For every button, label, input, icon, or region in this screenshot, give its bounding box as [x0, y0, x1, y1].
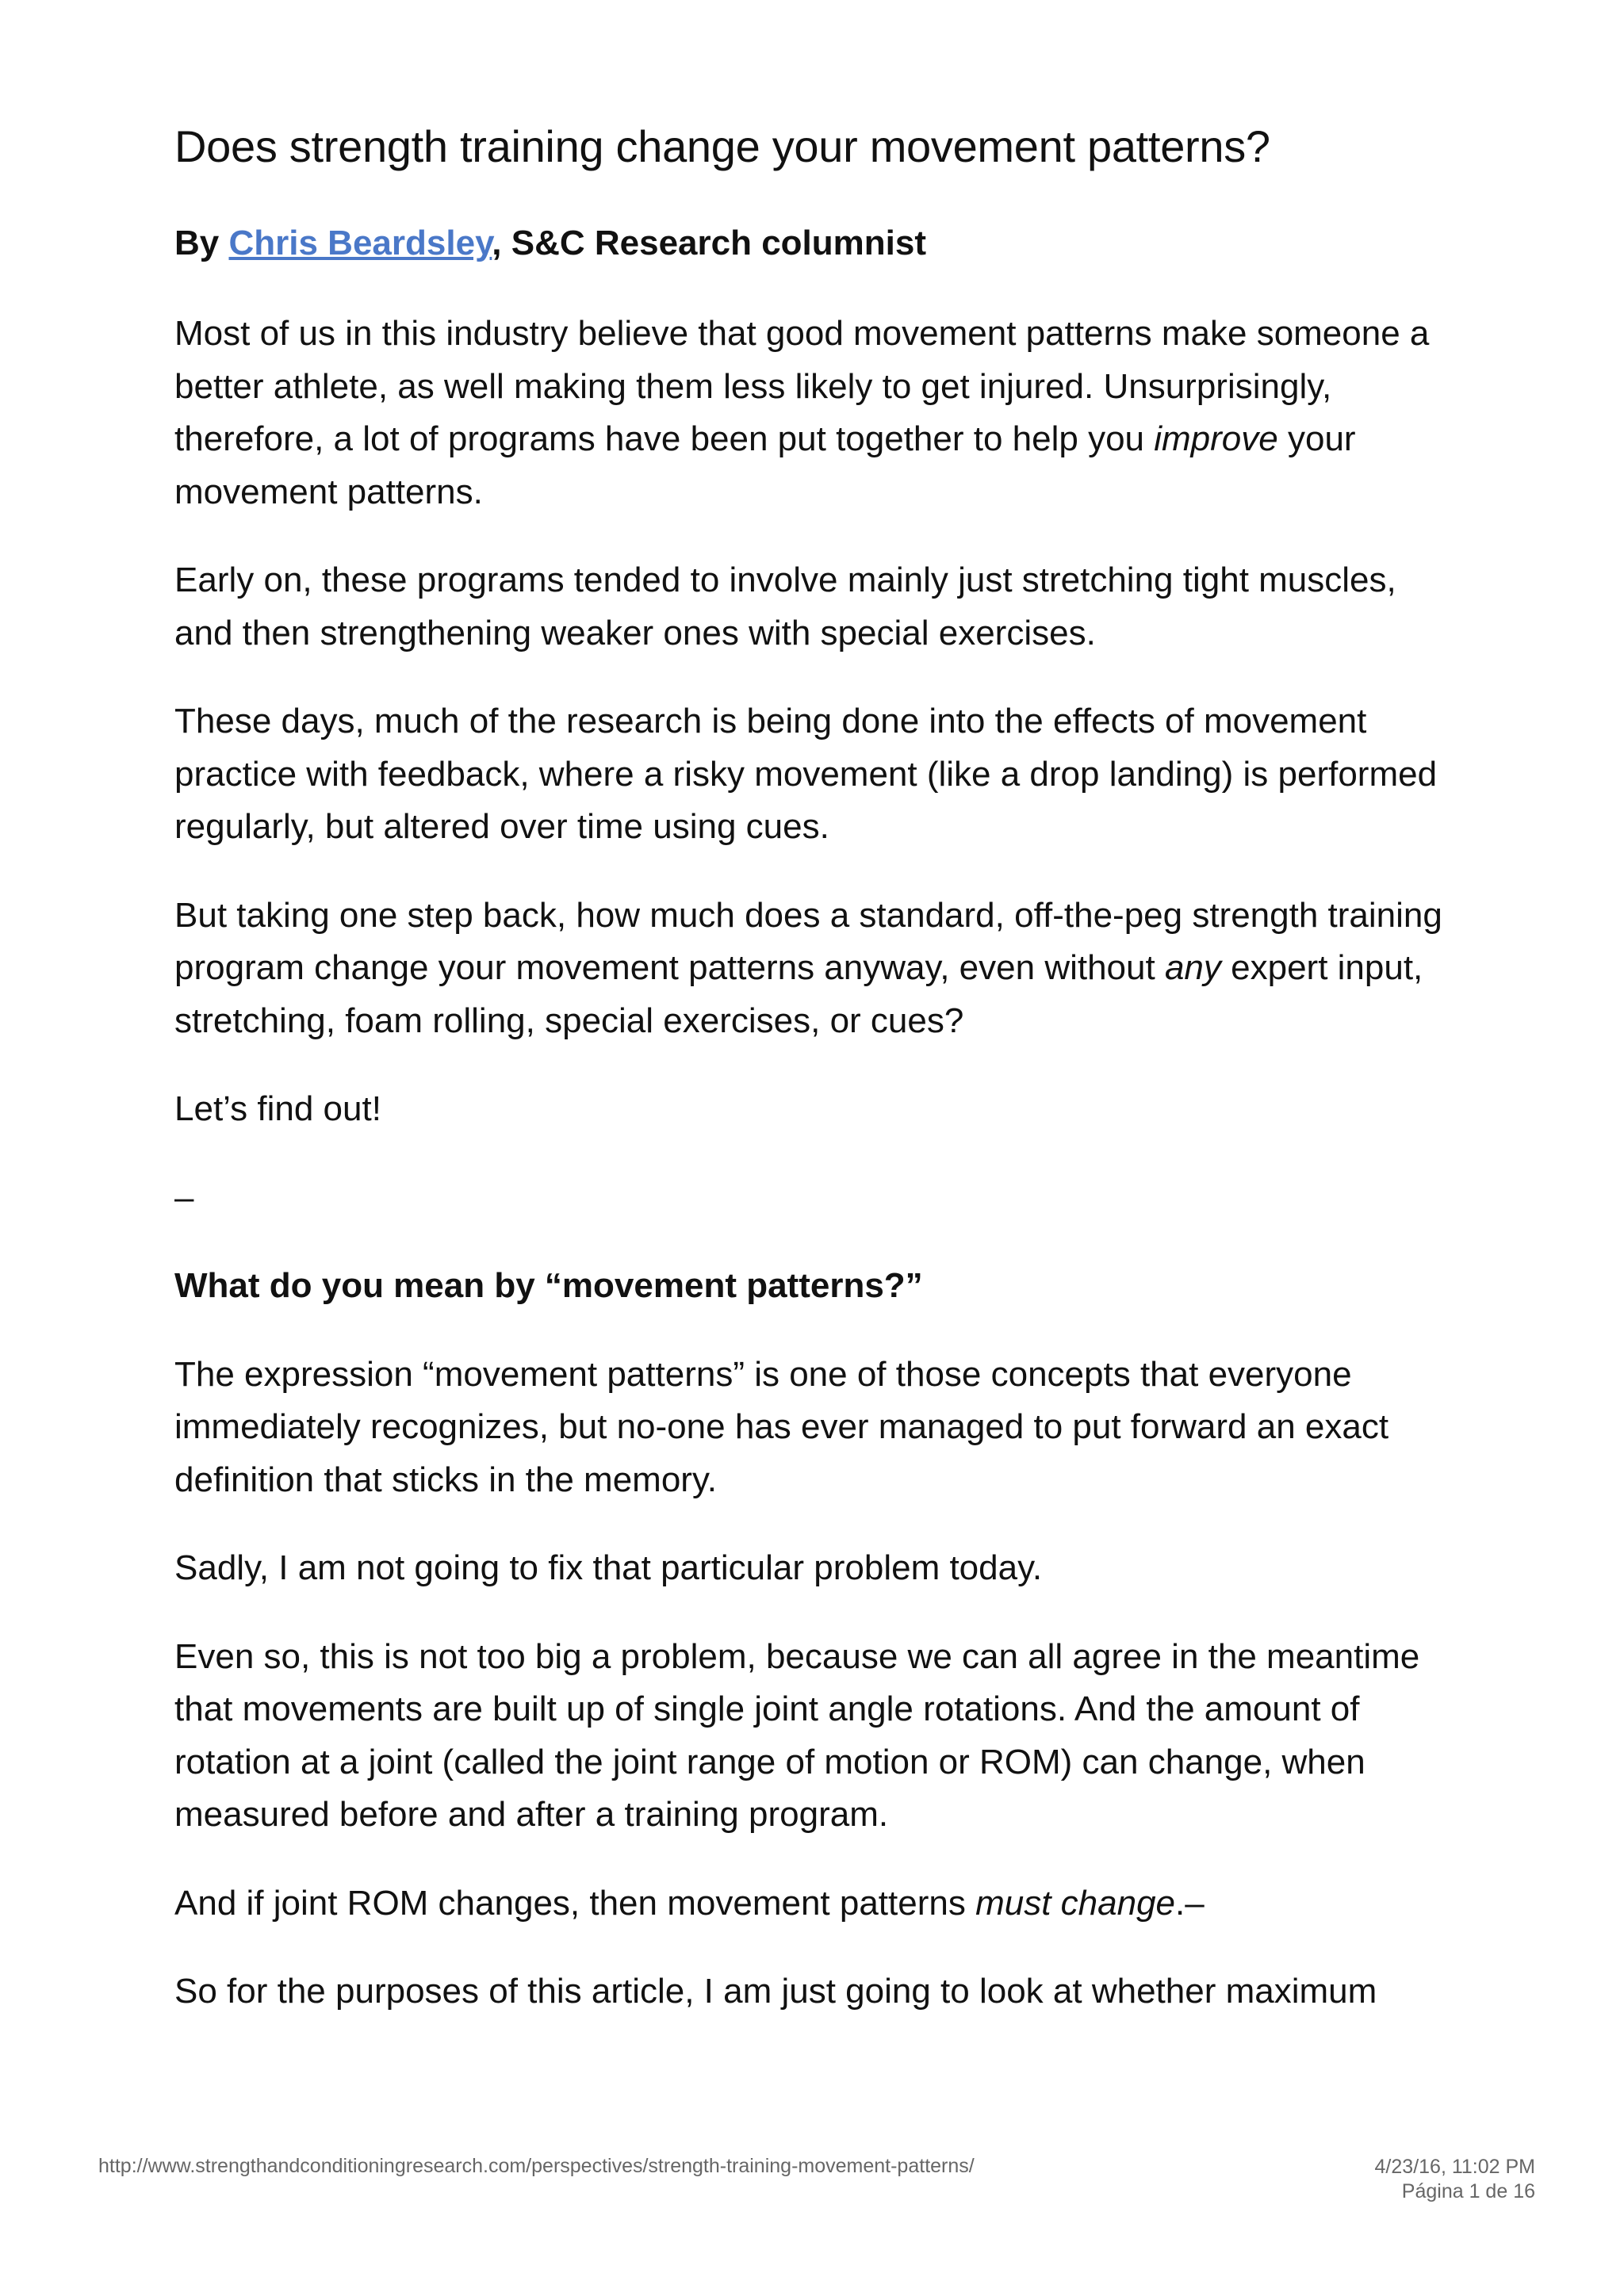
section-heading: What do you mean by “movement patterns?” — [174, 1266, 923, 1305]
paragraph-joint-rotations: Even so, this is not too big a problem, because we can all agree in the meantime that movements are built up of single joint angle rotations. And the amount of rotation at a joint (called the joint range of motion or ROM) can change, when measured before and after a training program. — [174, 1636, 1420, 1834]
paragraph-early-programs: Early on, these programs tended to involve mainly just stretching tight muscles, and then strengthening weaker ones with special exercises. — [174, 561, 1396, 652]
paragraph-research: These days, much of the research is being done into the effects of movement practice with feedback, where a risky movement (like a drop landing) is performed regularly, but altered over time using cues. — [174, 702, 1438, 846]
footer-meta — [1375, 2155, 1535, 2204]
byline-role: , S&C Research columnist — [492, 224, 927, 262]
paragraph-find-out: Let’s find out! — [174, 1089, 381, 1128]
paragraph-text: Most of us in this industry believe that good movement patterns make someone a better athlete, as well making them less likely to get injured. Unsurprisingly, therefore, a lot of programs have been put together to help you — [174, 314, 1430, 458]
footer-url: http://www.strengthandconditioningresearch.com/perspectives/strength-training-movement-patterns/ — [98, 2155, 975, 2177]
paragraph-intro — [174, 308, 1459, 519]
emphasis-text: improve — [1154, 419, 1278, 458]
author-link[interactable]: Chris Beardsley — [228, 224, 492, 262]
byline — [174, 219, 1459, 268]
paragraph-definition: The expression “movement patterns” is one of those concepts that everyone immediately recognizes, but no-one has ever managed to put forward an exact definition that sticks in the memory. — [174, 1354, 1389, 1499]
article — [174, 119, 1459, 2054]
paragraph-purposes: So for the purposes of this article, I am just going to look at whether maximum — [174, 1972, 1377, 2011]
paragraph-question — [174, 890, 1459, 1048]
emphasis-text: must change — [975, 1883, 1176, 1923]
paragraph-sadly: Sadly, I am not going to fix that particular problem today. — [174, 1548, 1043, 1587]
footer-page-number: Página 1 de 16 — [1401, 2180, 1535, 2202]
paragraph-text: your movement patterns. — [174, 419, 1356, 511]
footer-datetime: 4/23/16, 11:02 PM — [1374, 2156, 1535, 2178]
paragraph-rom-change — [174, 1877, 1459, 1931]
paragraph-text: .– — [1175, 1883, 1205, 1923]
article-title: Does strength training change your movement patterns? — [174, 121, 1270, 171]
section-separator: – — [174, 1177, 194, 1217]
emphasis-text: any — [1164, 948, 1221, 987]
paragraph-text: And if joint ROM changes, then movement patterns — [174, 1883, 976, 1923]
paragraph-text: But taking one step back, how much does a standard, off-the-peg strength training program change your movement patterns anyway, even without — [174, 895, 1442, 987]
byline-prefix: By — [174, 224, 229, 262]
paragraph-text: expert input, stretching, foam rolling, special exercises, or cues? — [174, 948, 1423, 1040]
